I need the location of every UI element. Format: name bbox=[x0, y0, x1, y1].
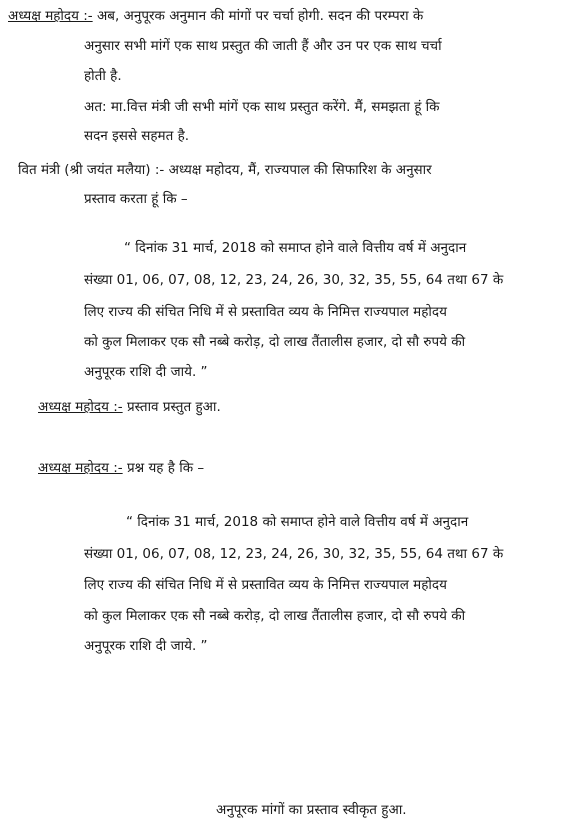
speaker-label: अध्यक्ष महोदय :- bbox=[8, 8, 93, 24]
speech-line: अनुसार सभी मांगें एक साथ प्रस्तुत की जाती हैं और उन पर एक साथ चर्चा bbox=[84, 38, 442, 54]
speaker-label: अध्यक्ष महोदय :- bbox=[38, 399, 123, 415]
speech-text: प्रश्न यह है कि – bbox=[126, 460, 205, 476]
quote-line: संख्या 01, 06, 07, 08, 12, 23, 24, 26, 30, 32, 35, 55, 64 तथा 67 के bbox=[84, 546, 504, 562]
quote-line: लिए राज्य की संचित निधि में से प्रस्तावित व्यय के निमित्त राज्यपाल महोदय bbox=[84, 304, 447, 320]
speech-text: अध्यक्ष महोदय, मैं, राज्यपाल की सिफारिश के अनुसार bbox=[168, 162, 432, 178]
speaker-paragraph-2 bbox=[18, 160, 432, 180]
speaker-paragraph-4 bbox=[38, 458, 204, 478]
speech-line: होती है. bbox=[84, 68, 122, 84]
speaker-label: वित मंत्री (श्री जयंत मलैया) :- bbox=[18, 162, 165, 178]
quote-line: अनुपूरक राशि दी जाये. ” bbox=[84, 638, 208, 654]
speaker-label: अध्यक्ष महोदय :- bbox=[38, 460, 123, 476]
quote-line: को कुल मिलाकर एक सौ नब्बे करोड़, दो लाख तैंतालीस हजार, दो सौ रुपये की bbox=[84, 608, 466, 624]
speech-text: अब, अनुपूरक अनुमान की मांगों पर चर्चा होगी. सदन की परम्परा के bbox=[96, 8, 424, 24]
speech-line: अत: मा.वित्त मंत्री जी सभी मांगें एक साथ प्रस्तुत करेंगे. मैं, समझता हूं कि bbox=[84, 99, 440, 115]
conclusion-line: अनुपूरक मांगों का प्रस्ताव स्वीकृत हुआ. bbox=[216, 802, 407, 818]
quote-line: लिए राज्य की संचित निधि में से प्रस्तावित व्यय के निमित्त राज्यपाल महोदय bbox=[84, 577, 447, 593]
quote-line: को कुल मिलाकर एक सौ नब्बे करोड़, दो लाख तैंतालीस हजार, दो सौ रुपये की bbox=[84, 334, 466, 350]
speaker-paragraph-3 bbox=[38, 397, 221, 417]
speaker-paragraph-1 bbox=[8, 6, 423, 26]
quote-line: “ दिनांक 31 मार्च, 2018 को समाप्त होने वाले वित्तीय वर्ष में अनुदान bbox=[124, 240, 467, 256]
quote-line: संख्या 01, 06, 07, 08, 12, 23, 24, 26, 30, 32, 35, 55, 64 तथा 67 के bbox=[84, 272, 504, 288]
quote-line: “ दिनांक 31 मार्च, 2018 को समाप्त होने वाले वित्तीय वर्ष में अनुदान bbox=[126, 514, 469, 530]
speech-line: सदन इससे सहमत है. bbox=[84, 128, 190, 144]
speech-line: प्रस्ताव करता हूं कि – bbox=[84, 191, 188, 207]
speech-text: प्रस्ताव प्रस्तुत हुआ. bbox=[126, 399, 221, 415]
quote-line: अनुपूरक राशि दी जाये. ” bbox=[84, 364, 208, 380]
